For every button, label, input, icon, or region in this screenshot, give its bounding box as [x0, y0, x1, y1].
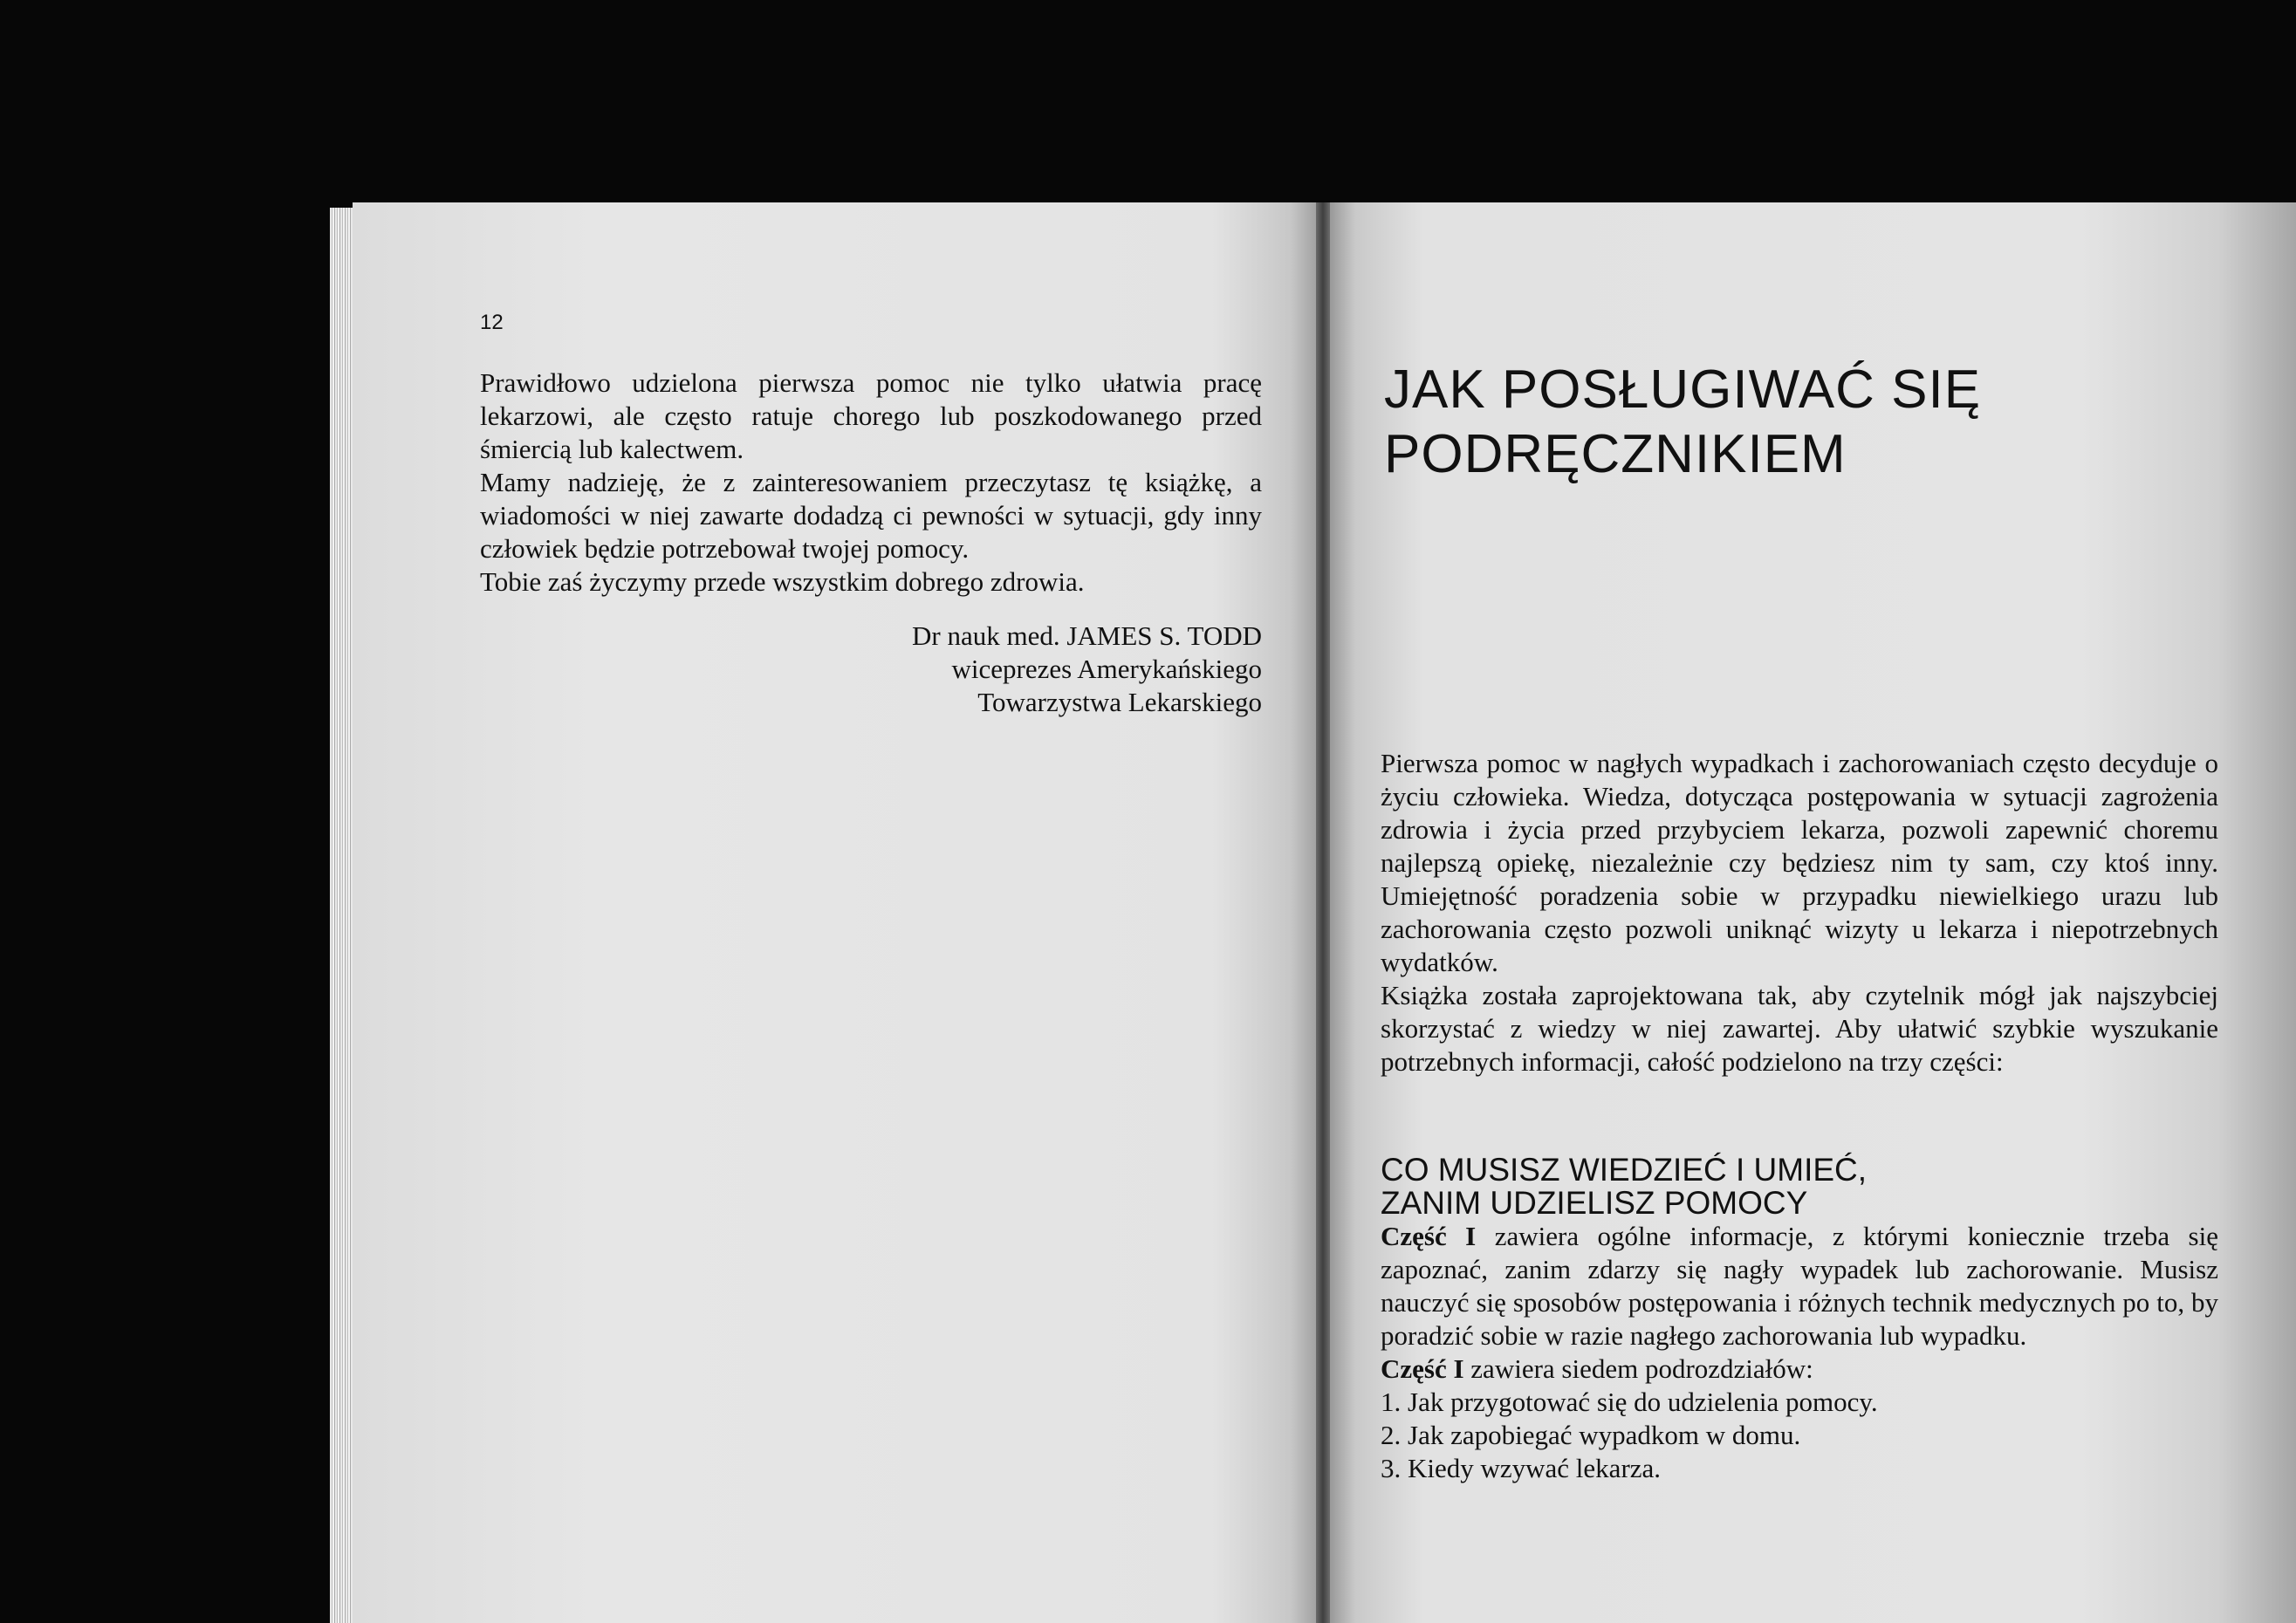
section-heading-line: ZANIM UDZIELISZ POMOCY: [1381, 1185, 1808, 1221]
intro-text: [1381, 747, 2218, 1079]
part-label: Część I: [1381, 1353, 1464, 1384]
paragraph: [1381, 1220, 2218, 1352]
paragraph: Pierwsza pomoc w nagłych wypadkach i zachorowaniach często decyduje o życiu człowieka. Wiedza, dotycząca postępowania w sytuacji zagrożenia zdrowia i życia przed przybyciem lekarza, pozwoli zapewnić choremu najlepszą opiekę, niezależnie czy będziesz nim ty sam, czy ktoś inny. Umiejętność poradzenia sobie w przypadku niewielkiego urazu lub zachorowania często pozwoli uniknąć wizyty u lekarza i niepotrzebnych wydatków.: [1381, 748, 2218, 977]
paragraph: Mamy nadzieję, że z zainteresowaniem przeczytasz tę książkę, a wiadomości w niej zawarte dodadzą ci pewności w sytuacji, gdy inny człowiek będzie potrzebował twojej pomocy.: [480, 467, 1262, 564]
paragraph: Prawidłowo udzielona pierwsza pomoc nie tylko ułatwia pracę lekarzowi, ale często ratuje chorego lub poszkodowanego przed śmiercią lub kalectwem.: [480, 367, 1262, 464]
paragraph: Tobie zaś życzymy przede wszystkim dobrego zdrowia.: [480, 566, 1085, 597]
book-gutter: [1316, 202, 1330, 1623]
chapter-title-line: JAK POSŁUGIWAĆ SIĘ: [1384, 360, 1982, 420]
right-page: [1316, 202, 2296, 1623]
foreword-text: [480, 366, 1262, 599]
signature: [824, 620, 1262, 719]
list-item: 2. Jak zapobiegać wypadkom w domu.: [1381, 1420, 1801, 1450]
chapter-list: [1381, 1386, 2218, 1485]
signature-organization: Towarzystwa Lekarskiego: [977, 687, 1262, 717]
chapters-intro: zawiera siedem podrozdziałów:: [1470, 1353, 1813, 1384]
page-number: 12: [480, 311, 504, 334]
section-heading: [1381, 1154, 1867, 1220]
part-one-text: [1381, 1220, 2218, 1485]
part-label: Część I: [1381, 1221, 1477, 1251]
signature-role: wiceprezes Amerykańskiego: [951, 654, 1262, 684]
signature-name: Dr nauk med. JAMES S. TODD: [911, 620, 1262, 651]
list-item: 1. Jak przygotować się do udzielenia pomocy.: [1381, 1387, 1878, 1417]
chapter-title: [1384, 358, 1981, 487]
paragraph: Książka została zaprojektowana tak, aby czytelnik mógł jak najszybciej skorzystać z wiedzy w niej zawartej. Aby ułatwić szybkie wyszukanie potrzebnych informacji, całość podzielono na trzy części:: [1381, 980, 2218, 1077]
left-page: [353, 202, 1330, 1623]
page-edges: [330, 208, 353, 1623]
part-description: zawiera ogólne informacje, z którymi koniecznie trzeba się zapoznać, zanim zdarzy się nagły wypadek lub zachorowanie. Musisz nauczyć się sposobów postępowania i różnych technik medycznych po to, by poradzić sobie w razie nagłego zachorowania lub wypadku.: [1381, 1221, 2218, 1351]
paragraph: [1381, 1352, 2218, 1386]
chapter-title-line: PODRĘCZNIKIEM: [1384, 424, 1847, 484]
list-item: 3. Kiedy wzywać lekarza.: [1381, 1453, 1662, 1483]
section-heading-line: CO MUSISZ WIEDZIEĆ I UMIEĆ,: [1381, 1152, 1868, 1188]
